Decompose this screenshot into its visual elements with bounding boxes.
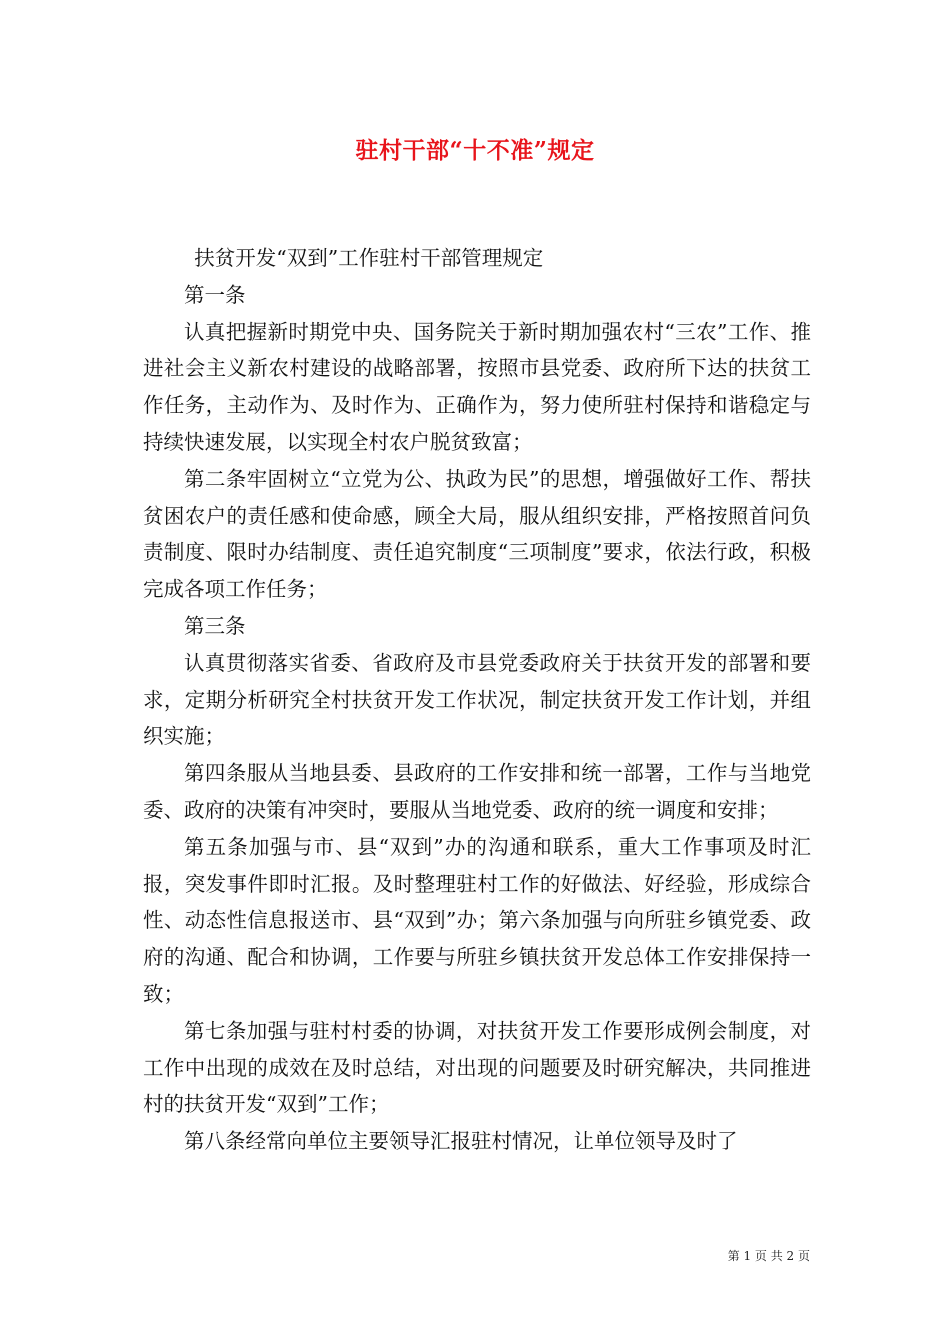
paragraph-article-3-body: 认真贯彻落实省委、省政府及市县党委政府关于扶贫开发的部署和要求，定期分析研究全村扶贫开发工作状况，制定扶贫开发工作计划，并组织实施； [143, 650, 811, 749]
document-body [143, 240, 811, 1160]
paragraph-article-3-heading: 第三条 [184, 613, 246, 638]
paragraph-article-4: 第四条服从当地县委、县政府的工作安排和统一部署，工作与当地党委、政府的决策有冲突时，要服从当地党委、政府的统一调度和安排； [143, 761, 811, 822]
paragraph-article-7: 第七条加强与驻村村委的协调，对扶贫开发工作要形成例会制度，对工作中出现的成效在及时总结，对出现的问题要及时研究解决，共同推进村的扶贫开发“双到”工作； [143, 1018, 811, 1117]
paragraph-article-8: 第八条经常向单位主要领导汇报驻村情况，让单位领导及时了 [184, 1129, 738, 1154]
paragraph-article-2: 第二条牢固树立“立党为公、执政为民”的思想，增强做好工作、帮扶贫困农户的责任感和使命感，顾全大局，服从组织安排，严格按照首问负责制度、限时办结制度、责任追究制度“三项制度”要求，依法行政，积极完成各项工作任务； [143, 466, 811, 602]
paragraph-subtitle: 扶贫开发“双到”工作驻村干部管理规定 [194, 246, 544, 270]
paragraph-article-1-heading: 第一条 [184, 282, 246, 307]
page-number-footer: 第 1 页 共 2 页 [727, 1249, 810, 1263]
document-title: 驻村干部“十不准”规定 [355, 137, 595, 164]
paragraph-article-1-body: 认真把握新时期党中央、国务院关于新时期加强农村“三农”工作、推进社会主义新农村建设的战略部署，按照市县党委、政府所下达的扶贫工作任务，主动作为、及时作为、正确作为，努力使所驻村保持和谐稳定与持续快速发展，以实现全村农户脱贫致富； [143, 319, 811, 454]
paragraph-article-5-6: 第五条加强与市、县“双到”办的沟通和联系，重大工作事项及时汇报，突发事件即时汇报。及时整理驻村工作的好做法、好经验，形成综合性、动态性信息报送市、县“双到”办；第六条加强与向所驻乡镇党委、政府的沟通、配合和协调，工作要与所驻乡镇扶贫开发总体工作安排保持一致； [143, 834, 811, 1006]
